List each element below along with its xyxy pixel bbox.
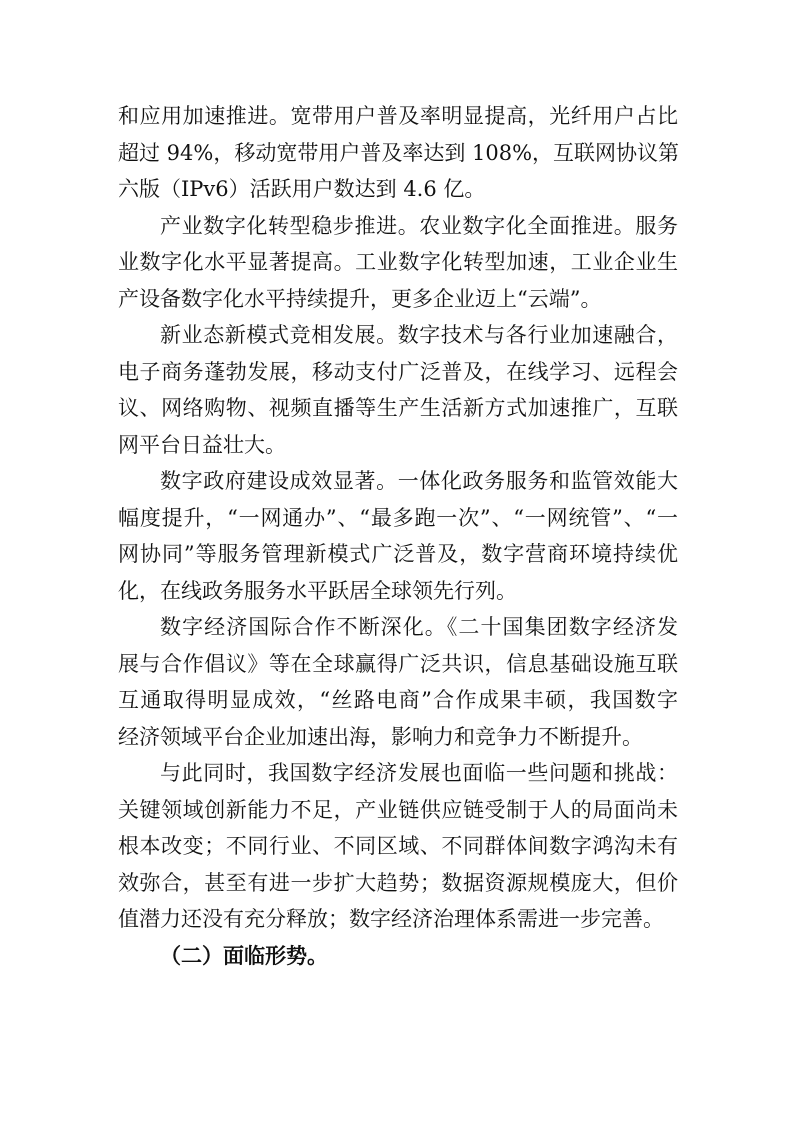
paragraph-first-line: 新业态新模式竞相发展。数字技术与各行业加速融合， xyxy=(160,323,678,347)
text-line: 业数字化水平显著提高。工业数字化转型加速，工业企业生 xyxy=(118,250,678,274)
document-body xyxy=(118,98,678,974)
section-heading: （二）面临形势。 xyxy=(160,942,328,968)
text-line: 网协同”等服务管理新模式广泛普及，数字营商环境持续优 xyxy=(118,542,678,566)
paragraph-first-line: 数字经济国际合作不断深化。《二十国集团数字经济发 xyxy=(160,615,678,639)
paragraph-first-line: 与此同时，我国数字经济发展也面临一些问题和挑战： xyxy=(160,761,678,785)
text-line: 幅度提升，“一网通办”、“最多跑一次”、“一网统管”、“一 xyxy=(118,505,678,530)
text-line: 互通取得明显成效，“丝路电商”合作成果丰硕，我国数字 xyxy=(118,688,678,712)
text-line: 六版（IPv6）活跃用户数达到 4.6 亿。 xyxy=(118,177,486,201)
paragraph-first-line: 产业数字化转型稳步推进。农业数字化全面推进。服务 xyxy=(160,213,678,238)
text-line: 议、网络购物、视频直播等生产生活新方式加速推广，互联 xyxy=(118,396,678,420)
text-line: 经济领域平台企业加速出海，影响力和竞争力不断提升。 xyxy=(118,724,643,749)
text-line: 值潜力还没有充分释放；数字经济治理体系需进一步完善。 xyxy=(118,907,664,931)
text-line: 超过 94%，移动宽带用户普及率达到 108%，互联网协议第 xyxy=(118,140,680,165)
text-line: 电子商务蓬勃发展，移动支付广泛普及，在线学习、远程会 xyxy=(118,359,678,384)
text-line: 关键领域创新能力不足，产业链供应链受制于人的局面尚未 xyxy=(118,797,678,822)
text-line: 展与合作倡议》等在全球赢得广泛共识，信息基础设施互联 xyxy=(118,651,678,676)
paragraph-first-line: 数字政府建设成效显著。一体化政务服务和监管效能大 xyxy=(160,469,678,493)
text-line: 效弥合，甚至有进一步扩大趋势；数据资源规模庞大，但价 xyxy=(118,870,678,895)
text-line: 和应用加速推进。宽带用户普及率明显提高，光纤用户占比 xyxy=(118,104,678,128)
text-line: 网平台日益壮大。 xyxy=(118,432,286,457)
text-line: 根本改变；不同行业、不同区域、不同群体间数字鸿沟未有 xyxy=(118,834,678,858)
text-line: 化，在线政务服务水平跃居全球领先行列。 xyxy=(118,578,517,603)
text-line: 产设备数字化水平持续提升，更多企业迈上“云端”。 xyxy=(118,286,602,311)
